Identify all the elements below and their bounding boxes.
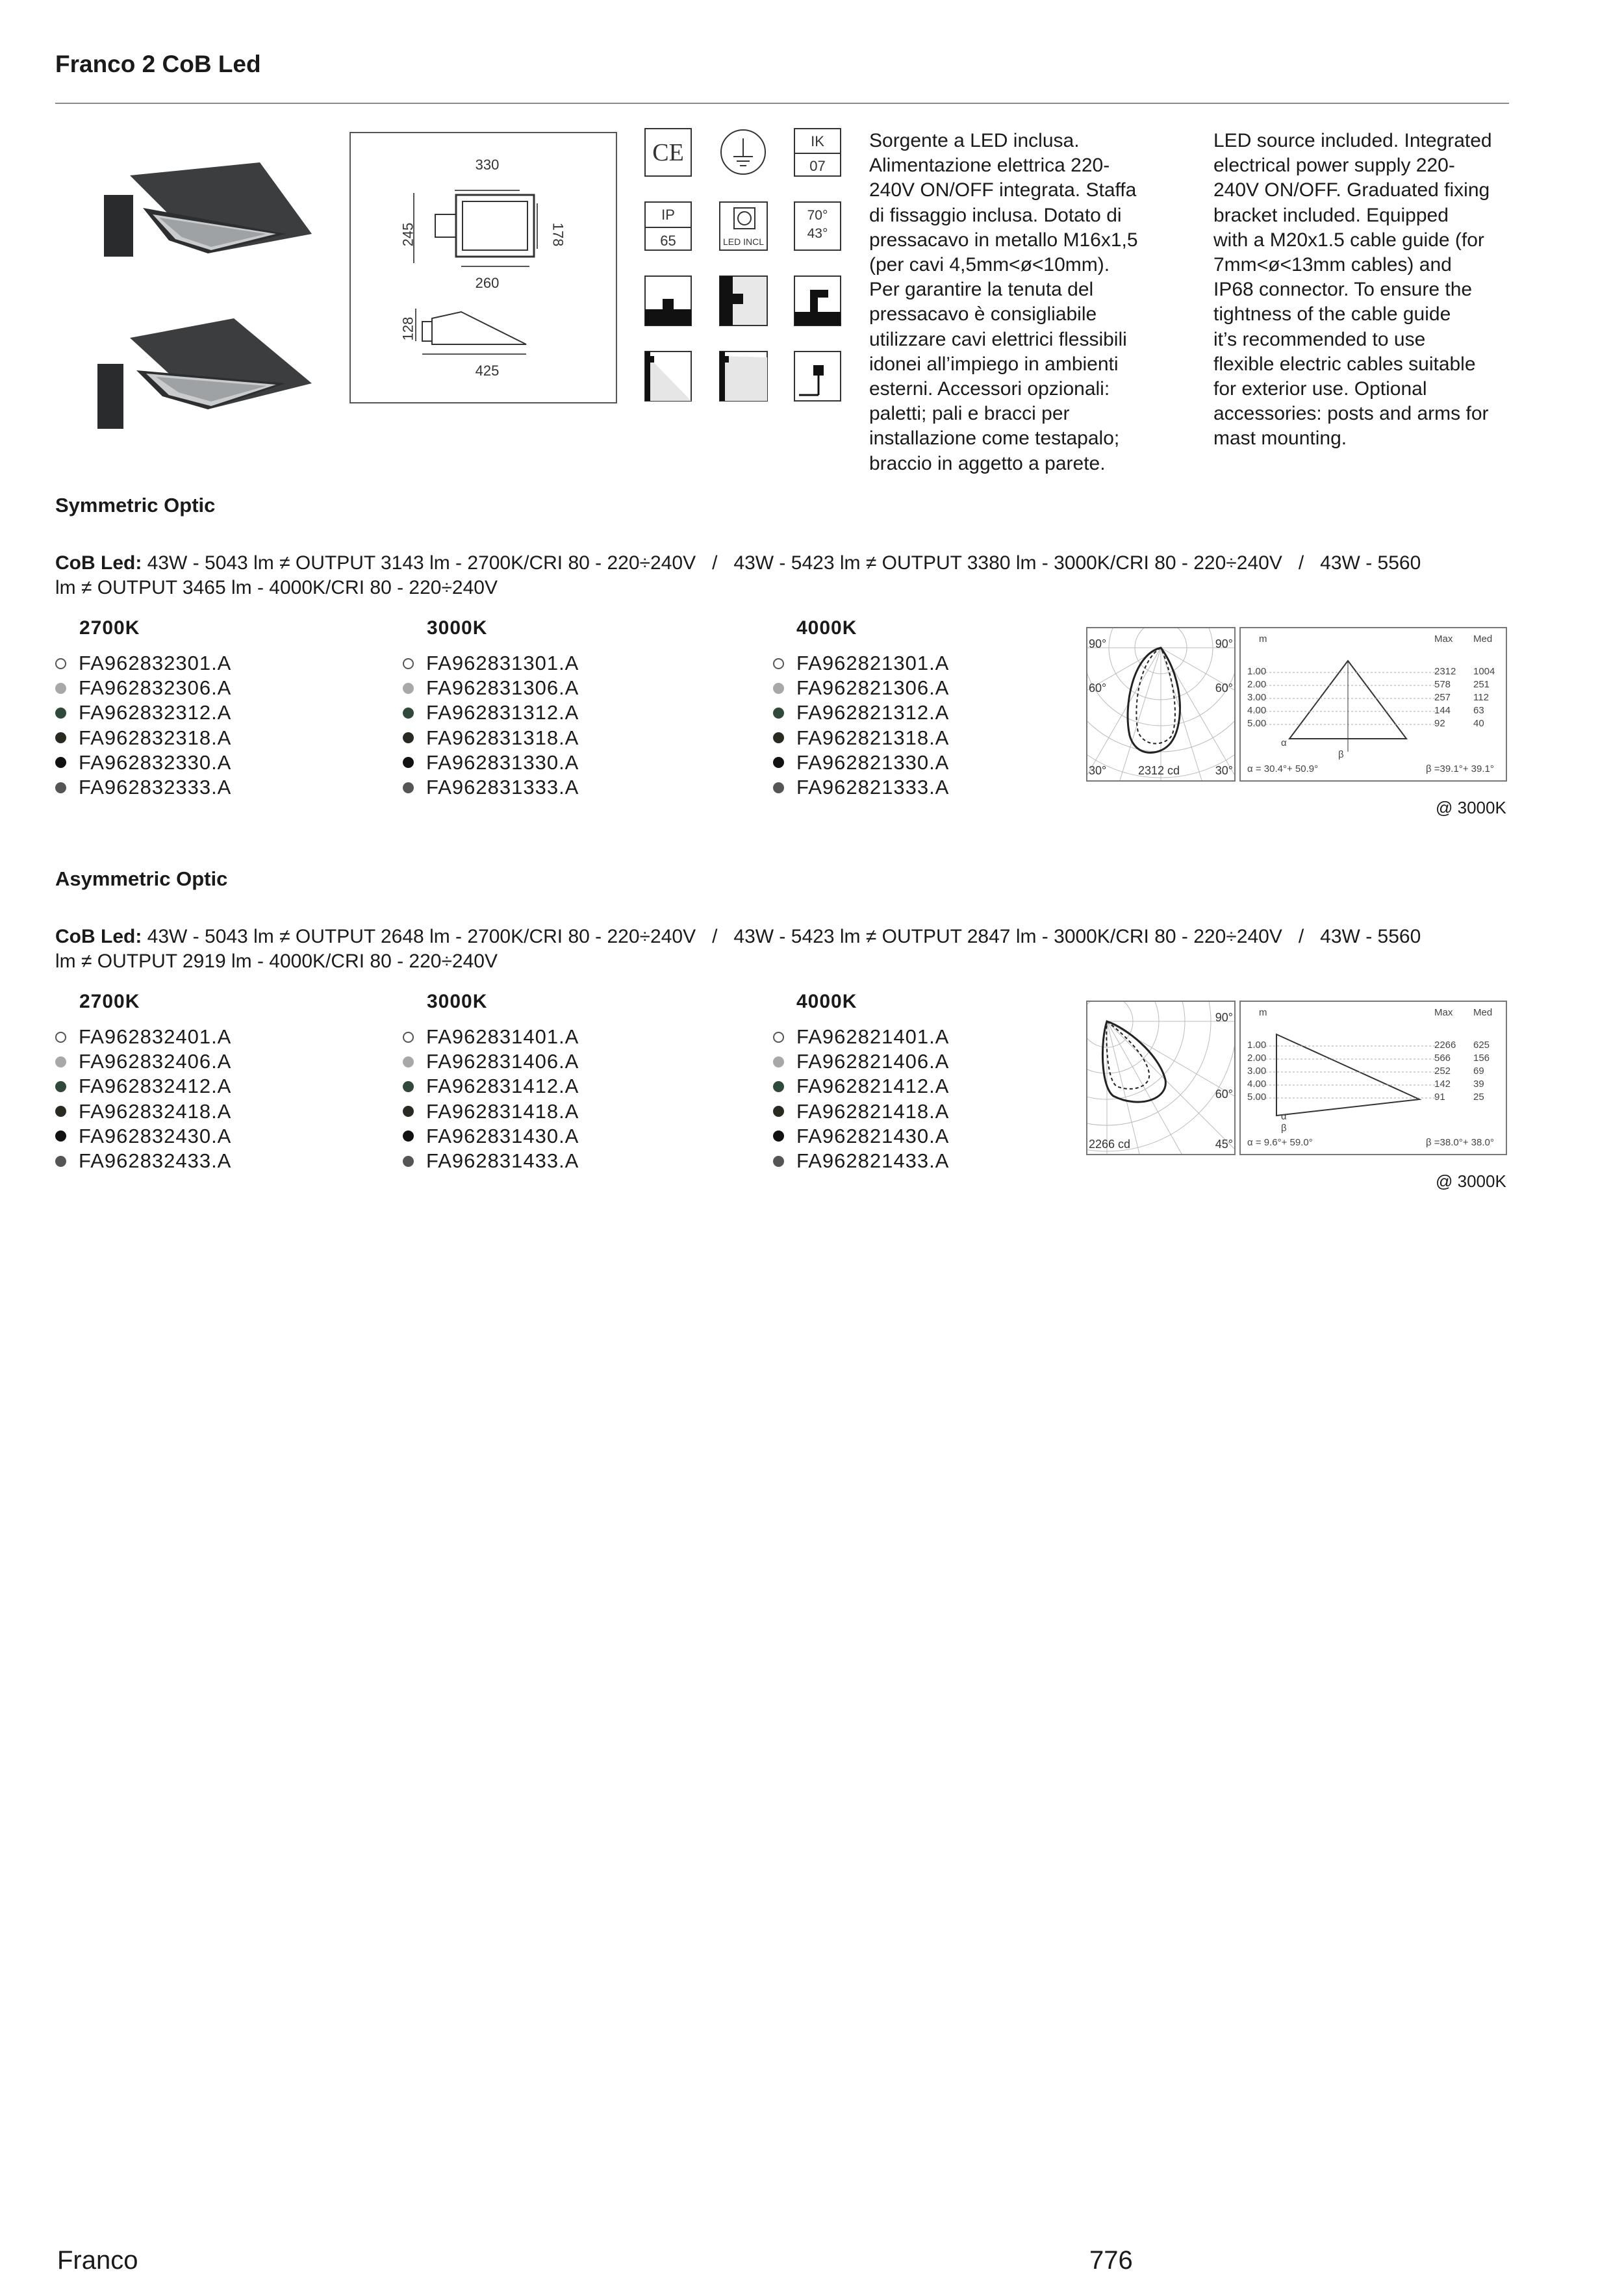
cone-max: 578 xyxy=(1434,679,1451,690)
color-grey-dot xyxy=(773,1156,784,1167)
cone-header-med: Med xyxy=(1473,1007,1493,1018)
list-item: FA962832406.A xyxy=(55,1049,231,1074)
cone-diagram-symmetric xyxy=(1239,627,1507,782)
color-white-dot xyxy=(403,1032,414,1043)
cone-med: 25 xyxy=(1473,1092,1484,1103)
cone-max: 91 xyxy=(1434,1092,1445,1103)
cone-distance: 5.00 xyxy=(1247,1092,1267,1103)
spec-label: CoB Led: xyxy=(55,926,142,947)
cone-max: 2266 xyxy=(1434,1040,1456,1051)
cone-med: 112 xyxy=(1473,692,1489,703)
dim-height-left: 245 xyxy=(400,222,416,247)
ip-label: IP xyxy=(661,207,675,223)
list-item: FA962821418.A xyxy=(773,1099,949,1124)
color-dark-brown-dot xyxy=(773,732,784,743)
cone-max: 142 xyxy=(1434,1079,1451,1090)
polar-intensity: 2266 cd xyxy=(1089,1138,1131,1151)
polar-label-90-right: 90° xyxy=(1215,637,1233,650)
cone-distance: 1.00 xyxy=(1247,1040,1267,1051)
color-light-grey-dot xyxy=(403,683,414,694)
product-image-bottom xyxy=(91,312,312,435)
dimension-drawing xyxy=(349,132,617,403)
footer-collection-name: Franco xyxy=(57,2246,138,2274)
list-item: FA962831318.A xyxy=(403,726,579,750)
dim-inner-height: 178 xyxy=(550,222,566,247)
list-item: FA962831301.A xyxy=(403,651,579,676)
code-list-symmetric-2700k xyxy=(55,651,231,800)
polar-diagram-symmetric xyxy=(1086,627,1236,782)
code-list-asymmetric-2700k xyxy=(55,1025,231,1173)
cone-max: 2312 xyxy=(1434,666,1456,677)
cone-header-m: m xyxy=(1259,633,1267,645)
dim-side-height: 128 xyxy=(400,316,416,341)
list-item: FA962831401.A xyxy=(403,1025,579,1049)
list-item: FA962832418.A xyxy=(55,1099,231,1124)
light-down-pictogram xyxy=(644,351,692,402)
spec-asymmetric: CoB Led: 43W - 5043 lm ≠ OUTPUT 2648 lm - 2700K/CRI 80 - 220÷240V / 43W - 5423 lm ≠ OUTPUT 2847 lm - 3000K/CRI 80 - 220÷240V / 43W - 5560 xyxy=(55,926,1421,947)
list-item: FA962832333.A xyxy=(55,775,231,800)
list-item: FA962821430.A xyxy=(773,1124,949,1149)
color-green-dot xyxy=(55,708,66,719)
list-item: FA962831430.A xyxy=(403,1124,579,1149)
cone-distance: 3.00 xyxy=(1247,1066,1267,1077)
polar-label-60-right: 60° xyxy=(1215,1088,1233,1101)
list-item: FA962831433.A xyxy=(403,1149,579,1173)
cone-lines-symmetric xyxy=(1241,628,1506,780)
code-list-asymmetric-4000k xyxy=(773,1025,949,1173)
color-dark-brown-dot xyxy=(55,732,66,743)
polar-label-90-right: 90° xyxy=(1215,1011,1233,1024)
color-green-dot xyxy=(403,1081,414,1092)
list-item: FA962821333.A xyxy=(773,775,949,800)
color-grey-dot xyxy=(55,782,66,793)
measurement-temperature-note: @ 3000K xyxy=(1436,1171,1506,1191)
list-item: FA962832306.A xyxy=(55,676,231,700)
color-white-dot xyxy=(773,658,784,669)
list-item: FA962832412.A xyxy=(55,1074,231,1099)
cone-beta-angle: β =38.0°+ 38.0° xyxy=(1426,1137,1494,1148)
list-item: FA962821406.A xyxy=(773,1049,949,1074)
product-image-top xyxy=(91,156,312,279)
page-title: Franco 2 CoB Led xyxy=(55,51,261,77)
color-white-dot xyxy=(55,1032,66,1043)
cone-header-max: Max xyxy=(1434,1007,1453,1018)
code-list-symmetric-3000k xyxy=(403,651,579,800)
cone-med: 625 xyxy=(1473,1040,1490,1051)
cone-header-max: Max xyxy=(1434,633,1453,645)
list-item: FA962821306.A xyxy=(773,676,949,700)
list-item: FA962832433.A xyxy=(55,1149,231,1173)
color-light-grey-dot xyxy=(773,1056,784,1067)
description-italian: Sorgente a LED inclusa. Alimentazione elettrica 220- 240V ON/OFF integrata. Staffa di fissaggio inclusa. Dotato di pressacavo in metallo M16x1,5 (per cavi 4,5mm<ø<10mm). Per garantire la tenuta del pressacavo è consigliabile utilizzare cavi elettrici flessibili idonei all’impiego in ambienti esterni. Accessori opzionali: paletti; pali e bracci per installazione come testapalo; braccio in aggetto a parete. xyxy=(869,130,1138,474)
color-light-grey-dot xyxy=(773,683,784,694)
list-item: FA962831406.A xyxy=(403,1049,579,1074)
cone-med: 63 xyxy=(1473,705,1484,716)
color-green-dot xyxy=(403,708,414,719)
polar-grid-symmetric xyxy=(1087,628,1234,780)
cone-max: 566 xyxy=(1434,1053,1451,1064)
beam-angle-icon xyxy=(794,201,841,251)
list-item: FA962821330.A xyxy=(773,750,949,775)
color-white-dot xyxy=(773,1032,784,1043)
column-head-4000k: 4000K xyxy=(796,991,857,1012)
color-light-grey-dot xyxy=(403,1056,414,1067)
light-wide-pictogram xyxy=(719,351,768,402)
color-grey-dot xyxy=(773,782,784,793)
measurement-temperature-note: @ 3000K xyxy=(1436,798,1506,817)
ground-mount-pictogram xyxy=(794,275,841,326)
pole-mount-pictogram xyxy=(719,275,768,326)
cone-alpha-angle: α = 9.6°+ 59.0° xyxy=(1247,1137,1313,1148)
cone-alpha-symbol: α xyxy=(1281,737,1287,748)
color-green-dot xyxy=(773,708,784,719)
cone-header-med: Med xyxy=(1473,633,1493,645)
color-green-dot xyxy=(773,1081,784,1092)
cone-med: 39 xyxy=(1473,1079,1484,1090)
cone-distance: 1.00 xyxy=(1247,666,1267,677)
cone-header-m: m xyxy=(1259,1007,1267,1018)
list-item: FA962831306.A xyxy=(403,676,579,700)
list-item: FA962821312.A xyxy=(773,700,949,725)
color-dark-brown-dot xyxy=(403,1106,414,1117)
color-light-grey-dot xyxy=(55,683,66,694)
color-black-dot xyxy=(55,1131,66,1142)
polar-label-90-left: 90° xyxy=(1089,637,1107,650)
list-item: FA962821433.A xyxy=(773,1149,949,1173)
cone-distance: 4.00 xyxy=(1247,1079,1267,1090)
list-item: FA962831412.A xyxy=(403,1074,579,1099)
cone-beta-symbol: β xyxy=(1281,1123,1287,1134)
polar-diagram-asymmetric xyxy=(1086,1001,1236,1155)
wall-mount-pictogram xyxy=(644,275,692,326)
ip-value: 65 xyxy=(660,233,676,249)
ip-rating-icon xyxy=(644,201,692,251)
color-dark-brown-dot xyxy=(773,1106,784,1117)
list-item: FA962821318.A xyxy=(773,726,949,750)
code-list-asymmetric-3000k xyxy=(403,1025,579,1173)
section-title-asymmetric: Asymmetric Optic xyxy=(55,867,228,890)
dim-bottom-width: 260 xyxy=(475,275,500,291)
spec-symmetric-line2: lm ≠ OUTPUT 3465 lm - 4000K/CRI 80 - 220÷240V xyxy=(55,577,498,598)
polar-label-30-left: 30° xyxy=(1089,764,1107,777)
column-head-2700k: 2700K xyxy=(79,617,140,639)
title-divider xyxy=(55,103,1509,104)
polar-grid-asymmetric xyxy=(1087,1002,1234,1154)
cone-alpha-angle: α = 30.4°+ 50.9° xyxy=(1247,763,1319,774)
polar-label-60-left: 60° xyxy=(1089,682,1107,695)
cone-distance: 3.00 xyxy=(1247,692,1267,703)
ik-rating-icon xyxy=(794,128,841,177)
cone-distance: 4.00 xyxy=(1247,705,1267,716)
color-dark-brown-dot xyxy=(55,1106,66,1117)
color-black-dot xyxy=(773,757,784,768)
cone-beta-symbol: β xyxy=(1338,749,1344,760)
list-item: FA962831333.A xyxy=(403,775,579,800)
column-head-4000k: 4000K xyxy=(796,617,857,639)
ik-value: 07 xyxy=(809,158,826,174)
polar-label-60-right: 60° xyxy=(1215,682,1233,695)
color-grey-dot xyxy=(55,1156,66,1167)
beam-angle-1: 70° xyxy=(807,208,828,223)
ik-label: IK xyxy=(811,133,824,149)
outdoor-use-pictogram xyxy=(794,351,841,402)
list-item: FA962821412.A xyxy=(773,1074,949,1099)
ce-mark-icon: CE xyxy=(644,128,692,177)
column-head-3000k: 3000K xyxy=(427,991,488,1012)
spec-label: CoB Led: xyxy=(55,552,142,574)
list-item: FA962821401.A xyxy=(773,1025,949,1049)
dim-side-length: 425 xyxy=(475,363,500,379)
polar-label-30-right: 30° xyxy=(1215,764,1233,777)
cone-med: 40 xyxy=(1473,718,1484,729)
cone-max: 144 xyxy=(1434,705,1451,716)
cone-med: 251 xyxy=(1473,679,1490,690)
spec-asymmetric-line2: lm ≠ OUTPUT 2919 lm - 4000K/CRI 80 - 220÷240V xyxy=(55,951,498,972)
list-item: FA962832312.A xyxy=(55,700,231,725)
color-grey-dot xyxy=(403,1156,414,1167)
cone-distance: 2.00 xyxy=(1247,679,1267,690)
color-green-dot xyxy=(55,1081,66,1092)
color-dark-brown-dot xyxy=(403,732,414,743)
cone-max: 252 xyxy=(1434,1066,1451,1077)
list-item: FA962832301.A xyxy=(55,651,231,676)
cone-med: 1004 xyxy=(1473,666,1495,677)
dim-top-width: 330 xyxy=(475,157,500,173)
list-item: FA962831418.A xyxy=(403,1099,579,1124)
page-number: 776 xyxy=(1089,2246,1133,2274)
section-title-symmetric: Symmetric Optic xyxy=(55,494,216,517)
cone-med: 156 xyxy=(1473,1053,1490,1064)
color-grey-dot xyxy=(403,782,414,793)
list-item: FA962832430.A xyxy=(55,1124,231,1149)
spec-symmetric: CoB Led: 43W - 5043 lm ≠ OUTPUT 3143 lm - 2700K/CRI 80 - 220÷240V / 43W - 5423 lm ≠ OUTPUT 3380 lm - 3000K/CRI 80 - 220÷240V / 43W - 5560 xyxy=(55,552,1421,574)
polar-label-45-right: 45° xyxy=(1215,1138,1233,1151)
polar-intensity: 2312 cd xyxy=(1138,764,1180,777)
color-black-dot xyxy=(403,757,414,768)
list-item: FA962831330.A xyxy=(403,750,579,775)
cone-distance: 2.00 xyxy=(1247,1053,1267,1064)
cone-med: 69 xyxy=(1473,1066,1484,1077)
code-list-symmetric-4000k xyxy=(773,651,949,800)
cone-beta-angle: β =39.1°+ 39.1° xyxy=(1426,763,1494,774)
color-white-dot xyxy=(55,658,66,669)
color-black-dot xyxy=(403,1131,414,1142)
column-head-2700k: 2700K xyxy=(79,991,140,1012)
cone-diagram-asymmetric xyxy=(1239,1001,1507,1155)
cone-max: 92 xyxy=(1434,718,1445,729)
cone-distance: 5.00 xyxy=(1247,718,1267,729)
color-black-dot xyxy=(773,1131,784,1142)
column-head-3000k: 3000K xyxy=(427,617,488,639)
ground-icon xyxy=(719,128,768,177)
list-item: FA962832330.A xyxy=(55,750,231,775)
cone-max: 257 xyxy=(1434,692,1451,703)
beam-angle-2: 43° xyxy=(807,226,828,241)
color-white-dot xyxy=(403,658,414,669)
color-black-dot xyxy=(55,757,66,768)
led-included-icon: LED INCL xyxy=(719,201,768,251)
list-item: FA962821301.A xyxy=(773,651,949,676)
description-english: LED source included. Integrated electrical power supply 220- 240V ON/OFF. Graduated fixing bracket included. Equipped with a M20x1.5 cable guide (for 7mm<ø<13mm cables) and IP68 connector. To ensure the tightness of the cable guide it’s recommended to use flexible electric cables suitable for exterior use. Optional accessories: posts and arms for mast mounting. xyxy=(1213,130,1492,450)
list-item: FA962832401.A xyxy=(55,1025,231,1049)
cone-alpha-symbol: α xyxy=(1281,1111,1287,1122)
color-light-grey-dot xyxy=(55,1056,66,1067)
list-item: FA962831312.A xyxy=(403,700,579,725)
list-item: FA962832318.A xyxy=(55,726,231,750)
